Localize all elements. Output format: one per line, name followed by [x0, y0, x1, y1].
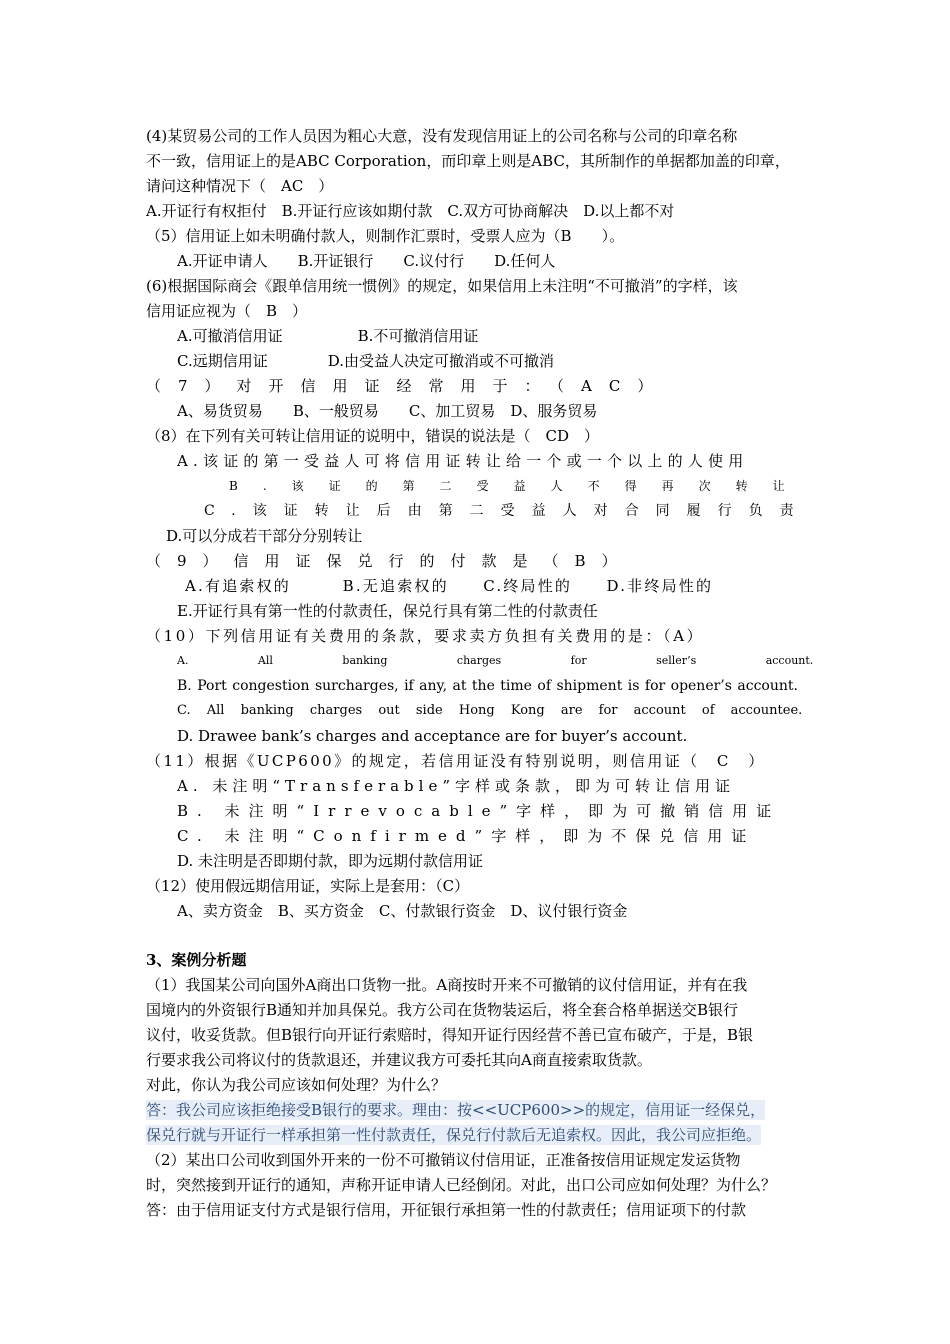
case1-line-4: 行要求我公司将议付的货款退还，并建议我方可委托其向A商直接索取货款。 — [146, 1051, 652, 1069]
q11-option-d: D. 未注明是否即期付款，即为远期付款信用证 — [177, 852, 484, 870]
q9-options: A.有追索权的 B.无追索权的 C.终局性的 D.非终局性的 — [185, 577, 714, 595]
case2-answer-line-1: 答：由于信用证支付方式是银行信用，开征银行承担第一性的付款责任；信用证项下的付款 — [146, 1201, 747, 1219]
q6-line-2: 信用证应视为（ B ） — [146, 302, 308, 320]
q11-option-c: C. 未注明“Confirmed”字样，即为不保兑信用证 — [177, 827, 756, 845]
q8-option-a: A.该证的第一受益人可将信用证转让给一个或一个以上的人使用 — [177, 452, 749, 470]
q10-question: （10）下列信用证有关费用的条款，要求卖方负担有关费用的是：（A） — [146, 627, 705, 645]
q8-question: （8）在下列有关可转让信用证的说明中，错误的说法是（ CD ） — [146, 427, 600, 445]
case2-line-2: 时，突然接到开证行的通知，声称开证申请人已经倒闭。对此，出口公司应如何处理？为什么？ — [146, 1176, 777, 1194]
q6-options-ab: A.可撤消信用证 B.不可撤消信用证 — [177, 327, 479, 345]
q4-line-1: (4)某贸易公司的工作人员因为粗心大意，没有发现信用证上的公司名称与公司的印章名称 — [146, 127, 738, 145]
q9-question: （9）信用证保兑行的付款是（B） — [146, 552, 633, 570]
q11-option-b: B. 未注明“Irrevocable”字样，即为可撤销信用证 — [177, 802, 781, 820]
q12-question: （12）使用假远期信用证，实际上是套用：（C） — [146, 877, 470, 895]
section-heading: 3、案例分析题 — [146, 951, 247, 969]
case1-question: 对此，你认为我公司应该如何处理？为什么？ — [146, 1076, 447, 1094]
q8-option-b: B.该证的第二受益人不得再次转让 — [229, 479, 810, 493]
q11-question: （11）根据《UCP600》的规定，若信用证没有特别说明，则信用证（ C ） — [146, 752, 766, 770]
q9-option-e: E.开证行具有第一性的付款责任，保兑行具有第二性的付款责任 — [177, 602, 598, 620]
case1-answer-line-1: 答：我公司应该拒绝接受B银行的要求。理由：按<<UCP600>>的规定，信用证一经保兑， — [146, 1101, 766, 1119]
q6-options-cd: C.远期信用证 D.由受益人决定可撤消或不可撤消 — [177, 352, 554, 370]
q5-options: A.开证申请人 B.开证银行 C.议付行 D.任何人 — [177, 252, 556, 270]
q6-line-1: (6)根据国际商会《跟单信用统一惯例》的规定，如果信用上未注明“不可撤消”的字样，该 — [146, 277, 738, 295]
q10-option-b: B. Port congestion surcharges, if any, at the time of shipment is for opener’s account. — [177, 678, 798, 694]
q10-option-c: C. All banking charges out side Hong Kong are for account of accountee. — [177, 703, 803, 718]
q8-option-c: C.该证转让后由第二受益人对合同履行负责 — [204, 503, 811, 519]
q7-question: （7）对开信用证经常用于：（AC） — [146, 377, 670, 395]
q4-line-3: 请问这种情况下（ AC ） — [146, 177, 334, 195]
case1-line-1: （1）我国某公司向国外A商出口货物一批。A商按时开来不可撤销的议付信用证，并有在我 — [146, 976, 748, 994]
q7-options: A、易货贸易 B、一般贸易 C、加工贸易 D、服务贸易 — [177, 402, 598, 420]
case2-line-1: （2）某出口公司收到国外开来的一份不可撤销议付信用证，正准备按信用证规定发运货物 — [146, 1151, 741, 1169]
q10-option-a: A. All banking charges for seller’s account. — [177, 654, 814, 667]
q8-option-d: D.可以分成若干部分分别转让 — [166, 527, 363, 545]
case1-line-2: 国境内的外资银行B通知并加具保兑。我方公司在货物装运后，将全套合格单据送交B银行 — [146, 1001, 739, 1019]
q5-question: （5）信用证上如未明确付款人，则制作汇票时，受票人应为（B ）。 — [146, 227, 625, 245]
case1-line-3: 议付，收妥货款。但B银行向开证行索赔时，得知开证行因经营不善已宣布破产，于是，B银 — [146, 1026, 754, 1044]
q10-option-d: D. Drawee bank’s charges and acceptance are for buyer’s account. — [177, 727, 688, 745]
q4-options: A.开证行有权拒付 B.开证行应该如期付款 C.双方可协商解决 D.以上都不对 — [146, 202, 675, 220]
q12-options: A、卖方资金 B、买方资金 C、付款银行资金 D、议付银行资金 — [177, 902, 628, 920]
case1-answer-line-2: 保兑行就与开证行一样承担第一性付款责任，保兑行付款后无追索权。因此，我公司应拒绝。 — [146, 1126, 762, 1144]
q11-option-a: A. 未注明“Transferable”字样或条款，即为可转让信用证 — [177, 777, 736, 795]
q4-line-2: 不一致，信用证上的是ABC Corporation，而印章上则是ABC，其所制作的单据都加盖的印章， — [146, 152, 790, 170]
